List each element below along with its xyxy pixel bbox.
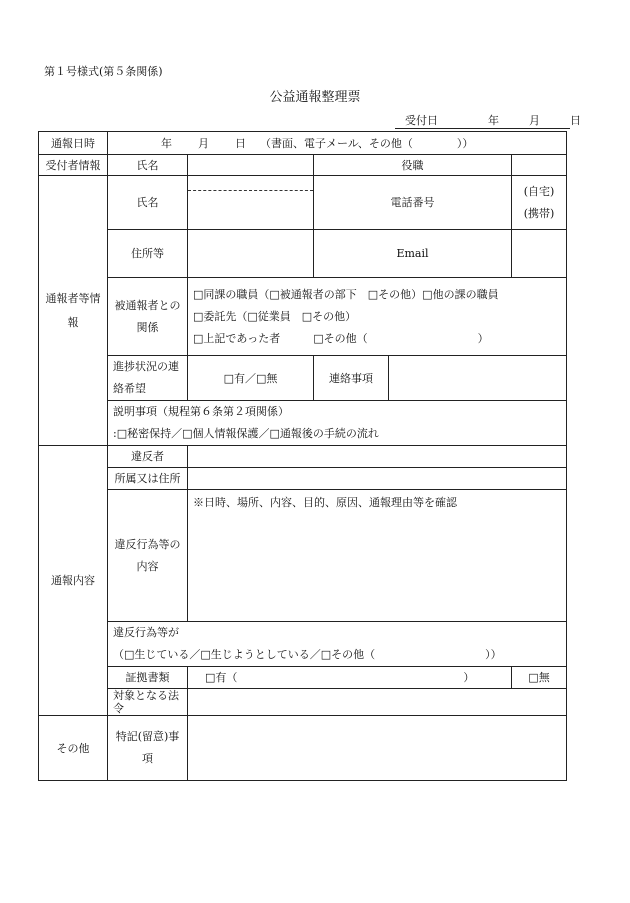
received-underline — [395, 128, 570, 129]
evidence-label: 証拠書類 — [108, 667, 188, 689]
explanation-heading: 説明事項（規程第６条第２項関係） — [113, 405, 289, 418]
progress-contact-choice[interactable]: □有／□無 — [188, 356, 314, 401]
report-datetime-field[interactable] — [108, 132, 567, 155]
reporter-email-field[interactable] — [512, 230, 567, 278]
report-month: 月 — [198, 136, 209, 150]
violation-act-note: ※日時、場所、内容、目的、原因、通報理由等を確認 — [193, 496, 457, 509]
relation-options[interactable] — [188, 278, 567, 356]
receiver-position-field[interactable] — [512, 155, 567, 176]
reporter-address-label: 住所等 — [108, 230, 188, 278]
reporter-name-label: 氏名 — [108, 176, 188, 230]
reporter-address-field[interactable] — [188, 230, 314, 278]
progress-contact-label: 進捗状況の連絡希望 — [108, 356, 188, 401]
violation-status[interactable] — [108, 622, 567, 667]
reporter-info-label: 通報者等情報 — [39, 176, 108, 446]
received-day: 日 — [570, 114, 581, 127]
form-number-label: 第１号様式(第５条関係) — [44, 65, 163, 78]
applicable-law-label: 対象となる法令 — [108, 689, 188, 716]
violation-status-options[interactable]: （□生じている／□生じようとしている／□その他（ ）） — [113, 648, 502, 661]
violation-act-label: 違反行為等の内容 — [108, 490, 188, 622]
special-notes-label: 特記(留意)事項 — [108, 716, 188, 781]
received-label: 受付日 — [405, 114, 438, 127]
report-method: （書面、電子メール、その他（ ）） — [260, 136, 474, 150]
violation-act-field[interactable] — [188, 490, 567, 622]
received-month: 月 — [529, 114, 540, 127]
relation-line-2[interactable]: □委託先（□従業員 □その他） — [193, 309, 357, 323]
relation-line-3[interactable]: □上記であった者 □その他（ ） — [193, 331, 489, 345]
report-day: 日 — [235, 136, 246, 150]
evidence-yes-field[interactable] — [188, 667, 512, 689]
phone-mobile: (携帯) — [523, 206, 555, 220]
relation-label: 被通報者との関係 — [108, 278, 188, 356]
contact-notes-label: 連絡事項 — [314, 356, 389, 401]
affiliation-field[interactable] — [188, 468, 567, 490]
report-form-table — [38, 131, 567, 781]
receiver-position-label: 役職 — [314, 155, 512, 176]
reporter-email-label: Email — [314, 230, 512, 278]
evidence-close: ） — [463, 671, 475, 684]
report-content-label: 通報内容 — [39, 446, 108, 716]
reporter-name-field[interactable] — [188, 176, 314, 230]
contact-notes-field[interactable] — [389, 356, 567, 401]
receiver-info-label: 受付者情報 — [39, 155, 108, 176]
evidence-no[interactable]: □無 — [512, 667, 567, 689]
explanation-items[interactable] — [108, 401, 567, 446]
reporter-phone-label: 電話番号 — [314, 176, 512, 230]
report-year: 年 — [161, 136, 172, 150]
special-notes-field[interactable] — [188, 716, 567, 781]
other-label: その他 — [39, 716, 108, 781]
document-title: 公益通報整理票 — [269, 90, 361, 105]
phone-home: (自宅) — [523, 184, 555, 198]
explanation-checkboxes[interactable]: :□秘密保持／□個人情報保護／□通報後の手続の流れ — [113, 427, 379, 440]
violation-status-heading: 違反行為等が — [113, 626, 179, 639]
received-year: 年 — [488, 114, 499, 127]
receiver-name-field[interactable] — [188, 155, 314, 176]
reporter-phone-type[interactable] — [512, 176, 567, 230]
received-date — [405, 114, 581, 127]
receiver-name-label: 氏名 — [108, 155, 188, 176]
violator-field[interactable] — [188, 446, 567, 468]
relation-line-1[interactable]: □同課の職員（□被通報者の部下 □その他）□他の課の職員 — [193, 287, 499, 301]
report-datetime-label: 通報日時 — [39, 132, 108, 155]
applicable-law-field[interactable] — [188, 689, 567, 716]
violator-label: 違反者 — [108, 446, 188, 468]
evidence-yes[interactable]: □有（ — [205, 671, 238, 684]
affiliation-label: 所属又は住所 — [108, 468, 188, 490]
